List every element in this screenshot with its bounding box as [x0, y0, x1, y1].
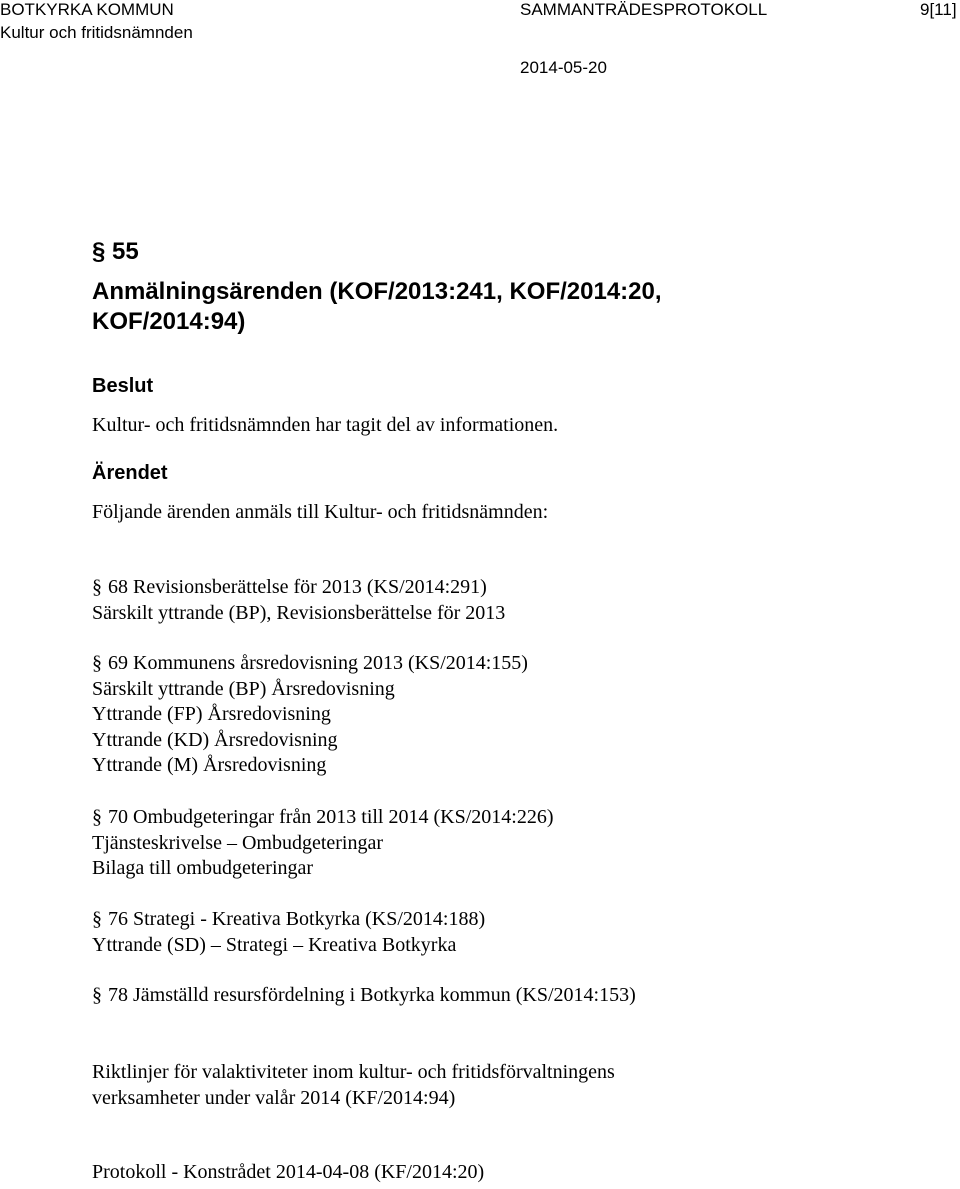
item-line: Yttrande (KD) Årsredovisning — [92, 728, 338, 751]
section-symbol: § — [92, 908, 102, 930]
list-item — [92, 907, 485, 958]
list-item — [92, 651, 528, 779]
item-line: Bilaga till ombudgeteringar — [92, 857, 314, 879]
beslut-heading: Beslut — [92, 375, 154, 397]
paragraph-number — [92, 236, 139, 268]
arendet-heading: Ärendet — [92, 462, 168, 484]
list-item — [92, 575, 505, 626]
item-line: 69 Kommunens årsredovisning 2013 (KS/2014:155) — [108, 652, 528, 674]
section-symbol: § — [92, 238, 106, 265]
item-line: Yttrande (SD) – Strategi – Kreativa Botkyrka — [92, 933, 457, 956]
item-line: 68 Revisionsberättelse för 2013 (KS/2014:291) — [108, 576, 487, 598]
organization-name: BOTKYRKA KOMMUN — [0, 0, 174, 19]
paragraph-number-value: 55 — [112, 238, 139, 265]
list-item — [92, 983, 636, 1009]
riktlinjer-line-1: Riktlinjer för valaktiviteter inom kultur- och fritidsförvaltningens — [92, 1061, 615, 1083]
list-item — [92, 805, 554, 882]
item-line: Yttrande (M) Årsredovisning — [92, 754, 327, 776]
title-line-2: KOF/2014:94) — [92, 308, 246, 335]
riktlinjer-line-2: verksamheter under valår 2014 (KF/2014:94) — [92, 1086, 456, 1109]
item-line: 78 Jämställd resursfördelning i Botkyrka kommun (KS/2014:153) — [108, 984, 636, 1006]
riktlinjer-item — [92, 1060, 615, 1111]
item-line: 70 Ombudgeteringar från 2013 till 2014 (KS/2014:226) — [108, 806, 554, 828]
arendet-intro: Följande ärenden anmäls till Kultur- och fritidsnämnden: — [92, 501, 549, 523]
title-line-1: Anmälningsärenden (KOF/2013:241, KOF/2014:20, — [92, 278, 662, 305]
page-number: 9[11] — [920, 0, 957, 19]
item-line: Särskilt yttrande (BP) Årsredovisning — [92, 677, 395, 700]
section-symbol: § — [92, 806, 102, 828]
section-symbol: § — [92, 576, 102, 598]
item-line: 76 Strategi - Kreativa Botkyrka (KS/2014:188) — [108, 908, 486, 930]
item-line: Tjänsteskrivelse – Ombudgeteringar — [92, 831, 384, 854]
item-line: Särskilt yttrande (BP), Revisionsberättelse för 2013 — [92, 601, 506, 624]
document-type: SAMMANTRÄDESPROTOKOLL — [520, 0, 768, 19]
beslut-text: Kultur- och fritidsnämnden har tagit del av informationen. — [92, 414, 559, 436]
page-title — [92, 277, 662, 337]
department-name: Kultur och fritidsnämnden — [0, 23, 193, 42]
section-symbol: § — [92, 652, 102, 674]
protokoll-item: Protokoll - Konstrådet 2014-04-08 (KF/2014:20) — [92, 1161, 485, 1183]
item-line: Yttrande (FP) Årsredovisning — [92, 703, 331, 725]
meeting-date: 2014-05-20 — [520, 58, 607, 77]
section-symbol: § — [92, 984, 102, 1006]
